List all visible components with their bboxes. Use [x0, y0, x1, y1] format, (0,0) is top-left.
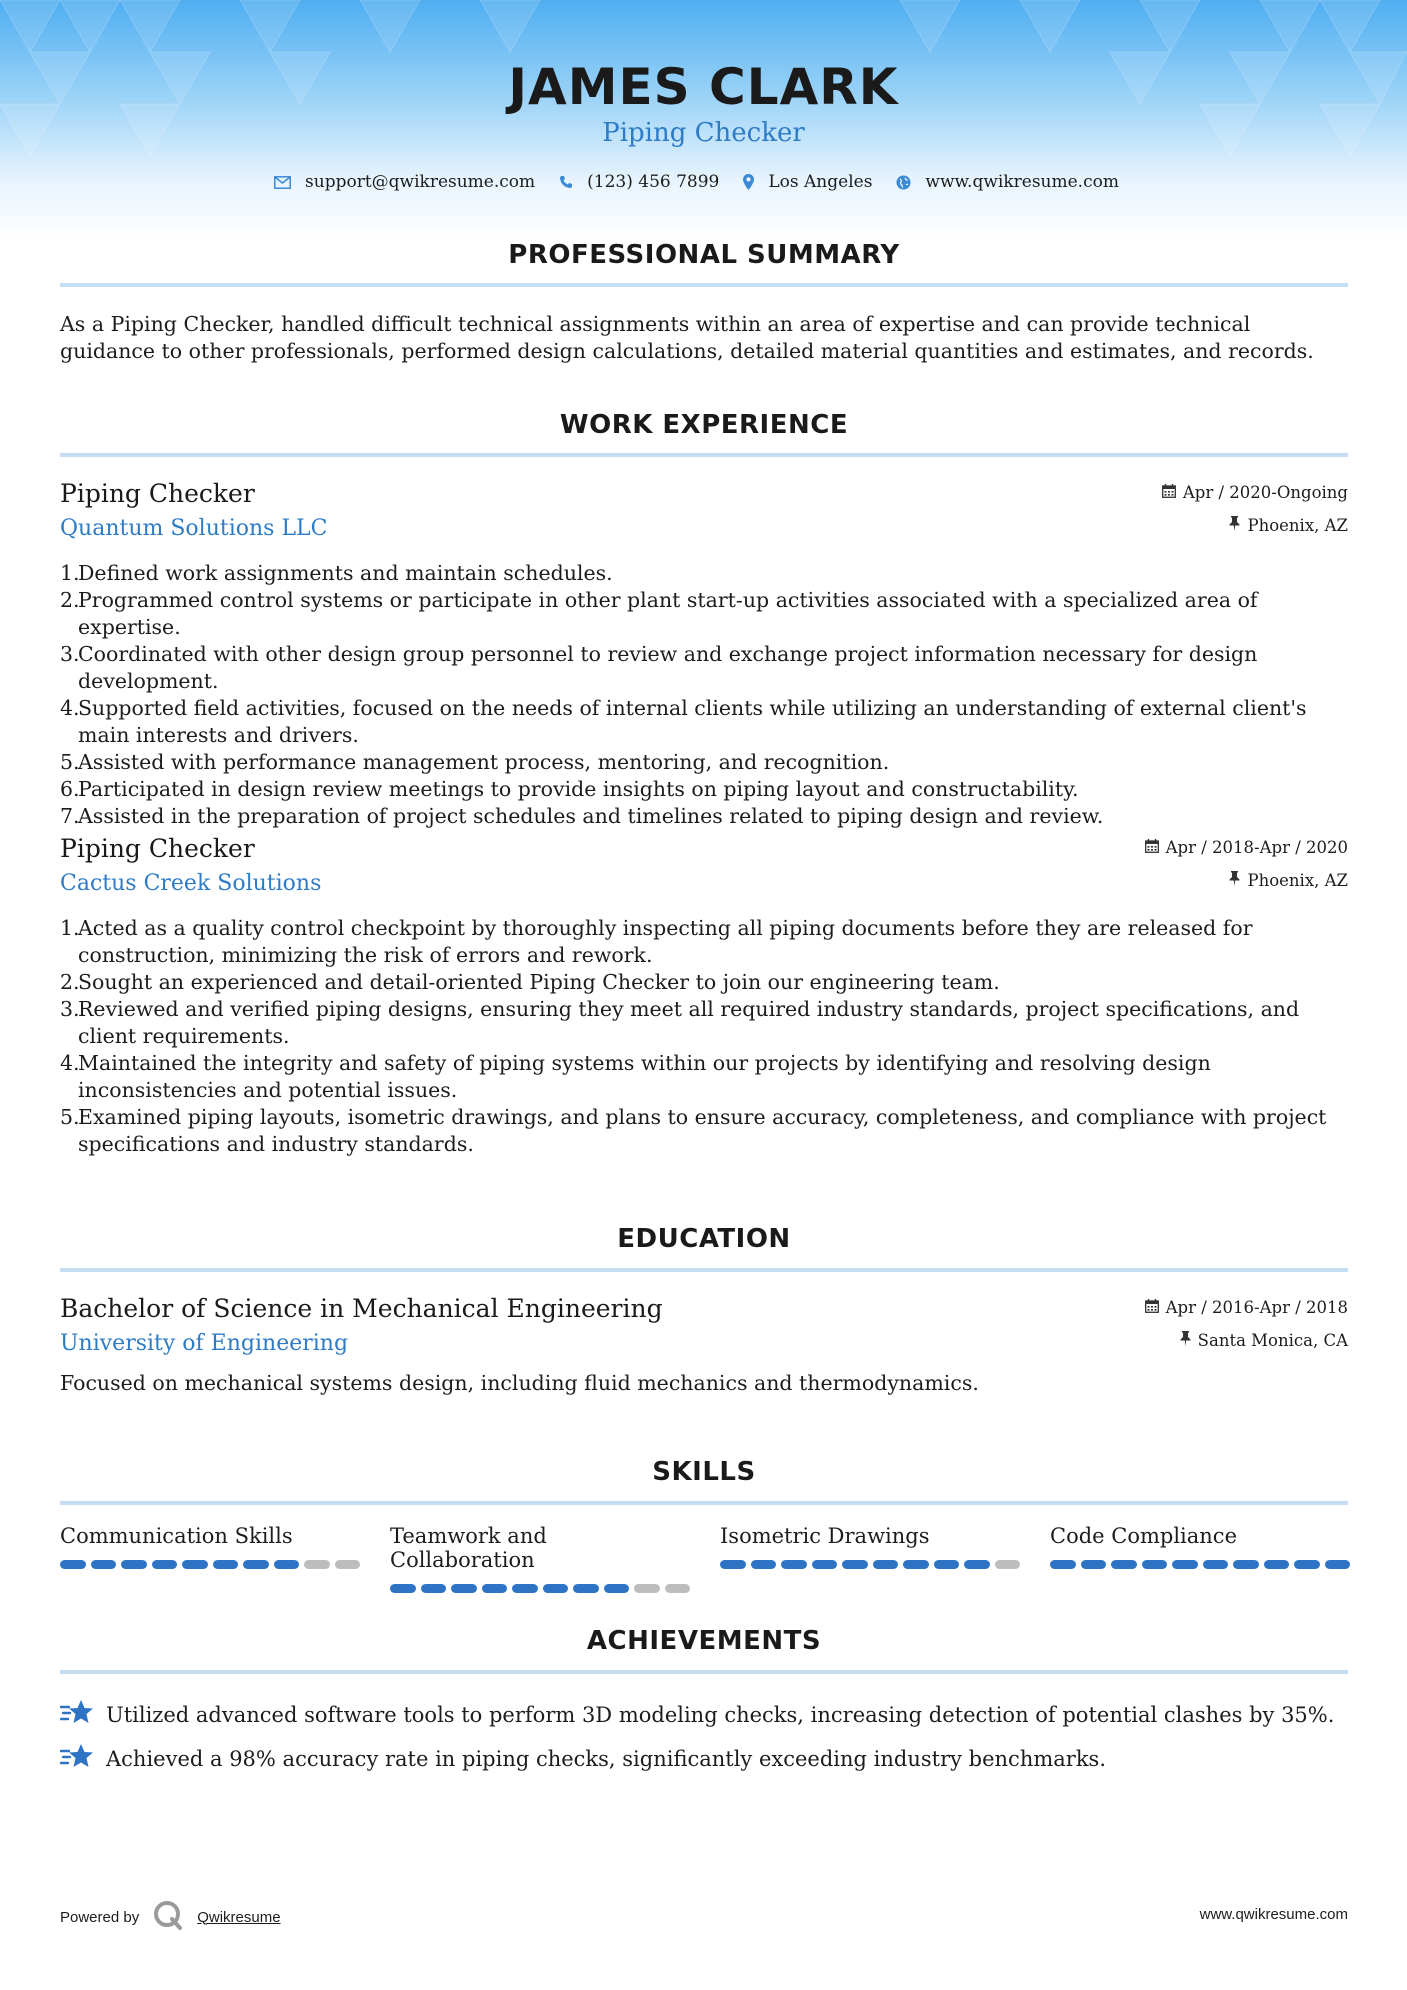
list-item: 5. Assisted with performance management process, mentoring, and recognition.	[60, 750, 890, 774]
skill-segment-filled	[213, 1560, 239, 1569]
calendar-icon	[1145, 838, 1159, 857]
skill-segment-filled	[1325, 1560, 1351, 1569]
contact-phone[interactable]	[559, 172, 719, 192]
skill-label: Code Compliance	[1050, 1524, 1237, 1548]
contact-location	[743, 172, 872, 192]
skill-segment-empty	[995, 1560, 1021, 1569]
skill-segment-filled	[812, 1560, 838, 1569]
skill-segment-filled	[390, 1584, 416, 1593]
skill-segment-filled	[482, 1584, 508, 1593]
skill-segment-filled	[604, 1584, 630, 1593]
skill-segment-filled	[1050, 1560, 1076, 1569]
star-icon	[60, 1698, 94, 1731]
skill-segment-filled	[182, 1560, 208, 1569]
phone-text: (123) 456 7899	[587, 172, 720, 192]
skill-segment-filled	[964, 1560, 990, 1569]
skill-segment-filled	[1294, 1560, 1320, 1569]
email-text: support@qwikresume.com	[305, 172, 536, 192]
skill-segment-filled	[274, 1560, 300, 1569]
skills-heading: SKILLS	[652, 1457, 756, 1487]
skill-segment-empty	[634, 1584, 660, 1593]
education-location	[1180, 1331, 1348, 1350]
pushpin-icon	[1229, 516, 1240, 535]
job-2-header	[60, 834, 1348, 904]
achievements-heading: ACHIEVEMENTS	[586, 1626, 822, 1656]
skill-item	[1050, 1524, 1350, 1593]
brand-link[interactable]: Qwikresume	[197, 1908, 281, 1926]
list-item: 2. Sought an experienced and detail-oriented Piping Checker to join our engineering team.	[60, 970, 1000, 994]
summary-heading: PROFESSIONAL SUMMARY	[508, 240, 900, 270]
powered-by-label: Powered by	[60, 1908, 140, 1926]
education-header	[60, 1294, 1348, 1364]
contact-bar	[0, 172, 1407, 192]
job-1-location-text: Phoenix, AZ	[1247, 516, 1348, 535]
skill-segment-filled	[543, 1584, 569, 1593]
skill-label: Teamwork and Collaboration	[390, 1524, 547, 1572]
list-item: 3. Coordinated with other design group personnel to review and exchange project information necessary for design development.	[60, 642, 1258, 693]
footer-powered-by	[60, 1900, 281, 1934]
skill-segment-filled	[152, 1560, 178, 1569]
education-note: Focused on mechanical systems design, including fluid mechanics and thermodynamics.	[60, 1371, 979, 1395]
job-2-duties	[60, 915, 1348, 1158]
skill-segment-filled	[1233, 1560, 1259, 1569]
education-heading: EDUCATION	[617, 1224, 791, 1254]
achievement-text: Utilized advanced software tools to perform 3D modeling checks, increasing detection of potential clashes by 35%.	[106, 1702, 1335, 1727]
location-text: Los Angeles	[768, 172, 873, 192]
map-marker-icon	[743, 174, 754, 190]
achievement-item	[60, 1698, 1348, 1731]
education-date	[1145, 1298, 1348, 1317]
job-2-date	[1145, 838, 1348, 857]
contact-website[interactable]	[896, 172, 1119, 192]
skill-segment-filled	[781, 1560, 807, 1569]
skill-segment-filled	[1264, 1560, 1290, 1569]
skill-level-bar	[60, 1560, 360, 1569]
skill-label: Isometric Drawings	[720, 1524, 930, 1548]
education-divider	[60, 1268, 1348, 1272]
achievement-item	[60, 1742, 1348, 1775]
skill-label: Communication Skills	[60, 1524, 293, 1548]
job-1-company: Quantum Solutions LLC	[60, 516, 328, 541]
skill-segment-filled	[751, 1560, 777, 1569]
candidate-name: JAMES CLARK	[508, 58, 899, 116]
job-1-location	[1229, 516, 1348, 535]
skill-segment-filled	[243, 1560, 269, 1569]
list-item: 5. Examined piping layouts, isometric drawings, and plans to ensure accuracy, completeness, and compliance with project specifications and industry standards.	[60, 1105, 1327, 1156]
skill-item	[720, 1524, 1020, 1593]
list-item: 4. Supported field activities, focused on the needs of internal clients while utilizing an understanding of external client's main interests and drivers.	[60, 696, 1307, 747]
summary-divider	[60, 283, 1348, 287]
skill-segment-filled	[451, 1584, 477, 1593]
list-item: 3. Reviewed and verified piping designs, ensuring they meet all required industry standards, project specifications, and client requirements.	[60, 997, 1300, 1048]
skill-segment-empty	[665, 1584, 691, 1593]
skill-segment-filled	[934, 1560, 960, 1569]
qwikresume-logo-icon	[153, 1900, 183, 1934]
skill-level-bar	[720, 1560, 1020, 1569]
skill-item	[60, 1524, 360, 1593]
website-text: www.qwikresume.com	[925, 172, 1119, 192]
skill-segment-filled	[1142, 1560, 1168, 1569]
education-school: University of Engineering	[60, 1331, 349, 1356]
skill-segment-filled	[573, 1584, 599, 1593]
list-item: 7. Assisted in the preparation of project schedules and timelines related to piping design and review.	[60, 804, 1104, 828]
skill-segment-filled	[873, 1560, 899, 1569]
skill-segment-filled	[421, 1584, 447, 1593]
calendar-icon	[1162, 483, 1176, 502]
job-2-role: Piping Checker	[60, 834, 255, 863]
skill-segment-filled	[903, 1560, 929, 1569]
skill-segment-filled	[842, 1560, 868, 1569]
globe-icon	[896, 175, 911, 190]
job-2-company: Cactus Creek Solutions	[60, 871, 322, 896]
calendar-icon	[1145, 1298, 1159, 1317]
candidate-title: Piping Checker	[602, 118, 805, 148]
skill-segment-filled	[720, 1560, 746, 1569]
list-item: 2. Programmed control systems or participate in other plant start-up activities associated with a specialized area of expertise.	[60, 588, 1258, 639]
education-degree: Bachelor of Science in Mechanical Engineering	[60, 1294, 663, 1323]
skill-level-bar	[390, 1584, 690, 1593]
skill-segment-empty	[335, 1560, 361, 1569]
skill-level-bar	[1050, 1560, 1350, 1569]
job-1-date	[1162, 483, 1348, 502]
star-icon	[60, 1742, 94, 1775]
pushpin-icon	[1229, 871, 1240, 890]
skill-segment-filled	[1081, 1560, 1107, 1569]
pushpin-icon	[1180, 1331, 1191, 1350]
skills-list	[60, 1524, 1348, 1593]
skill-segment-filled	[1172, 1560, 1198, 1569]
list-item: 6. Participated in design review meetings to provide insights on piping layout and constructability.	[60, 777, 1079, 801]
experience-heading: WORK EXPERIENCE	[559, 410, 849, 440]
skill-segment-filled	[91, 1560, 117, 1569]
job-1-header	[60, 479, 1348, 549]
job-2-location-text: Phoenix, AZ	[1247, 871, 1348, 890]
skill-segment-filled	[121, 1560, 147, 1569]
education-date-text: Apr / 2016-Apr / 2018	[1165, 1298, 1348, 1317]
list-item: 1. Acted as a quality control checkpoint by thoroughly inspecting all piping documents before they are released for construction, minimizing the risk of errors and rework.	[60, 916, 1253, 967]
contact-email[interactable]	[274, 172, 535, 192]
achievements-divider	[60, 1670, 1348, 1674]
job-1-role: Piping Checker	[60, 479, 255, 508]
skill-segment-empty	[304, 1560, 330, 1569]
skills-divider	[60, 1501, 1348, 1505]
skill-segment-filled	[60, 1560, 86, 1569]
job-1-duties	[60, 560, 1348, 830]
list-item: 4. Maintained the integrity and safety of piping systems within our projects by identifying and resolving design inconsistencies and potential issues.	[60, 1051, 1211, 1102]
envelope-icon	[274, 176, 291, 189]
experience-divider	[60, 453, 1348, 457]
job-2-location	[1229, 871, 1348, 890]
phone-icon	[559, 175, 573, 189]
skill-segment-filled	[1111, 1560, 1137, 1569]
education-location-text: Santa Monica, CA	[1197, 1331, 1348, 1350]
job-2-date-text: Apr / 2018-Apr / 2020	[1165, 838, 1348, 857]
achievement-text: Achieved a 98% accuracy rate in piping checks, significantly exceeding industry benchmarks.	[106, 1746, 1106, 1771]
skill-item	[390, 1524, 690, 1593]
job-1-date-text: Apr / 2020-Ongoing	[1182, 483, 1348, 502]
footer-url[interactable]: www.qwikresume.com	[1199, 1906, 1348, 1923]
summary-text: As a Piping Checker, handled difficult technical assignments within an area of expertise and can provide technical guidance to other professionals, performed design calculations, detailed material quantities and estimates, and records.	[60, 312, 1314, 363]
skill-segment-filled	[512, 1584, 538, 1593]
skill-segment-filled	[1203, 1560, 1229, 1569]
list-item: 1. Defined work assignments and maintain schedules.	[60, 561, 613, 585]
